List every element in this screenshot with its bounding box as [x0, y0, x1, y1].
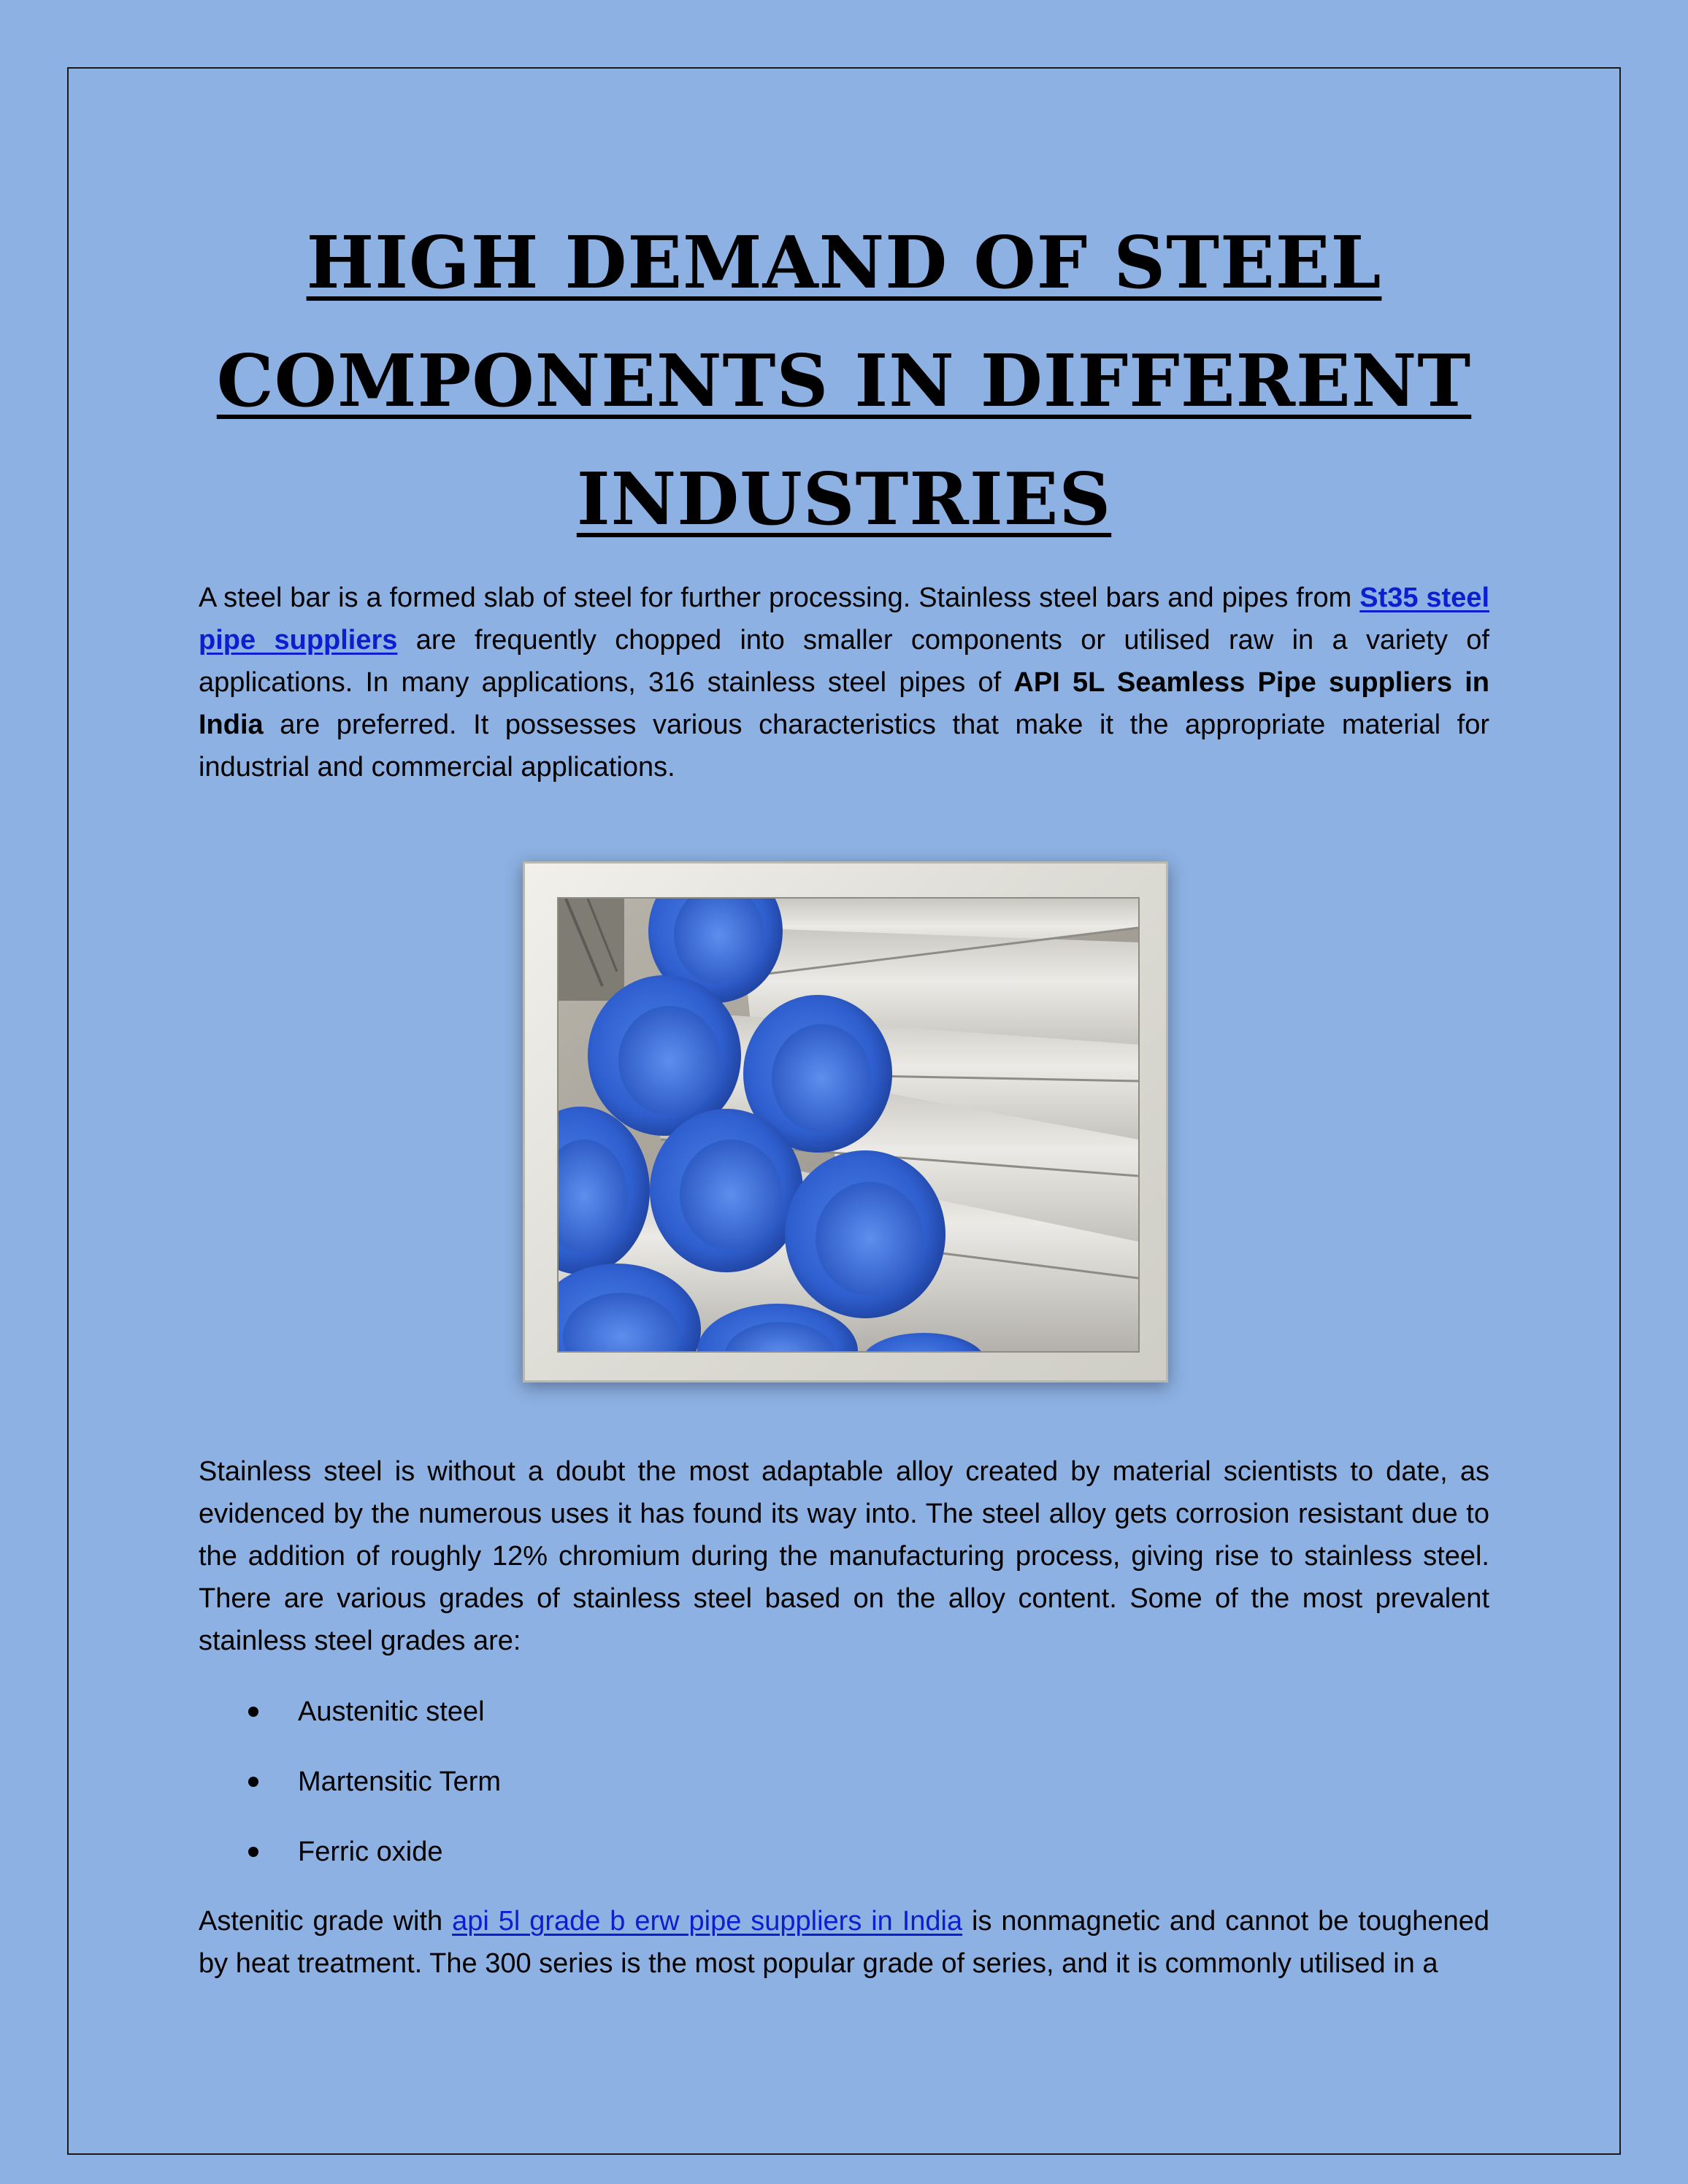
- bullet-icon: [248, 1777, 258, 1787]
- intro-text-3: are preferred. It possesses various characteristics that make it the appropriate material for industrial and commercial applications.: [199, 710, 1489, 783]
- steel-grades-list: [199, 1691, 1489, 1901]
- title-line-3: INDUSTRIES: [576, 458, 1112, 542]
- grade-label: Austenitic steel: [298, 1696, 485, 1727]
- steel-pipes-photo-frame: [523, 861, 1168, 1383]
- title-line-2: COMPONENTS IN DIFFERENT: [216, 339, 1472, 423]
- bullet-icon: [248, 1847, 258, 1857]
- grades-intro-paragraph: Stainless steel is without a doubt the most adaptable alloy created by material scientists to date, as evidenced by the numerous uses it has found its way into. The steel alloy gets corrosion resistant due to the addition of roughly 12% chromium during the manufacturing process, giving rise to stainless steel. There are various grades of stainless steel based on the alloy content. Some of the most prevalent stainless steel grades are:: [199, 1456, 1489, 1656]
- intro-text-1: A steel bar is a formed slab of steel for further processing. Stainless steel bars and pipes from: [199, 582, 1360, 613]
- list-item: [199, 1831, 1489, 1901]
- austenitic-paragraph: [199, 1900, 1489, 1985]
- intro-text-2: are frequently chopped into smaller components or utilised raw in a variety of applications. In many applications, 316 stainless steel pipes of: [199, 625, 1489, 698]
- api-5l-seamless-bold-text: API 5L Seamless Pipe suppliers in India: [199, 667, 1489, 740]
- list-item: [199, 1691, 1489, 1761]
- st35-steel-pipe-suppliers-link[interactable]: St35 steel pipe suppliers: [199, 582, 1489, 655]
- api-5l-grade-b-erw-link[interactable]: api 5l grade b erw pipe suppliers in India: [452, 1906, 963, 1937]
- austenitic-text-2: is nonmagnetic and cannot be toughened by heat treatment. The 300 series is the most popular grade of series, and it is commonly utilised in a: [199, 1906, 1489, 1979]
- bullet-icon: [248, 1707, 258, 1717]
- list-item: [199, 1761, 1489, 1831]
- intro-paragraph: [199, 577, 1489, 788]
- austenitic-text-1: Astenitic grade with: [199, 1906, 453, 1937]
- steel-pipes-photo: [557, 897, 1140, 1353]
- grade-label: Ferric oxide: [298, 1837, 443, 1867]
- title-line-1: HIGH DEMAND OF STEEL: [306, 221, 1382, 305]
- grade-label: Martensitic Term: [298, 1766, 502, 1797]
- page-title: [199, 204, 1489, 559]
